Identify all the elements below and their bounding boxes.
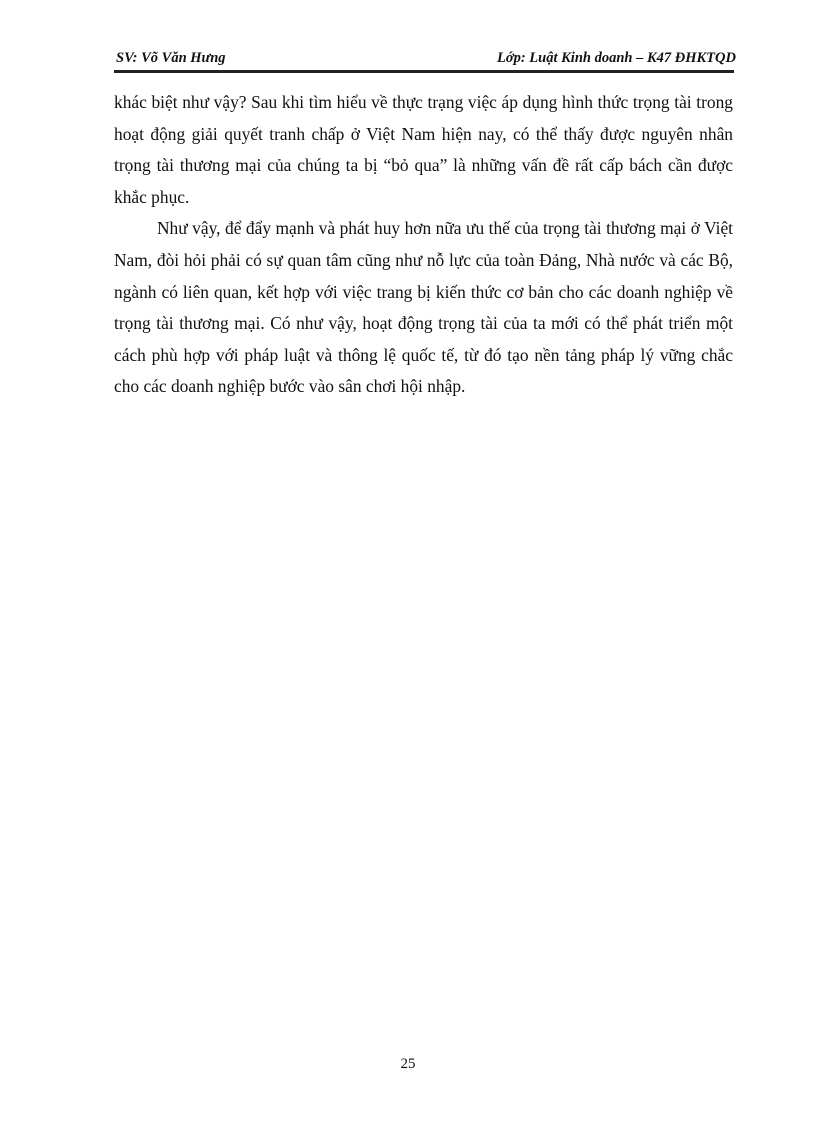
- page-number: 25: [400, 1056, 416, 1072]
- page-header: [114, 48, 734, 73]
- paragraph-continued: khác biệt như vậy? Sau khi tìm hiểu về thực trạng việc áp dụng hình thức trọng tài trong hoạt động giải quyết tranh chấp ở Việt Nam hiện nay, có thể thấy được nguyên nhân trọng tài thương mại của chúng ta bị “bỏ qua” là những vấn đề rất cấp bách cần được khắc phục.: [114, 92, 733, 207]
- header-class-info: Lớp: Luật Kinh doanh – K47 ĐHKTQD: [496, 50, 736, 66]
- header-student-name: SV: Võ Văn Hưng: [116, 50, 226, 66]
- body-text: [114, 87, 733, 403]
- paragraph-conclusion: Như vậy, để đẩy mạnh và phát huy hơn nữa ưu thế của trọng tài thương mại ở Việt Nam, đòi hỏi phải có sự quan tâm cũng như nỗ lực của toàn Đảng, Nhà nước và các Bộ, ngành có liên quan, kết hợp với việc trang bị kiến thức cơ bản cho các doanh nghiệp về trọng tài thương mại. Có như vậy, hoạt động trọng tài của ta mới có thể phát triển một cách phù hợp với pháp luật và thông lệ quốc tế, từ đó tạo nền tảng pháp lý vững chắc cho các doanh nghiệp bước vào sân chơi hội nhập.: [114, 218, 733, 397]
